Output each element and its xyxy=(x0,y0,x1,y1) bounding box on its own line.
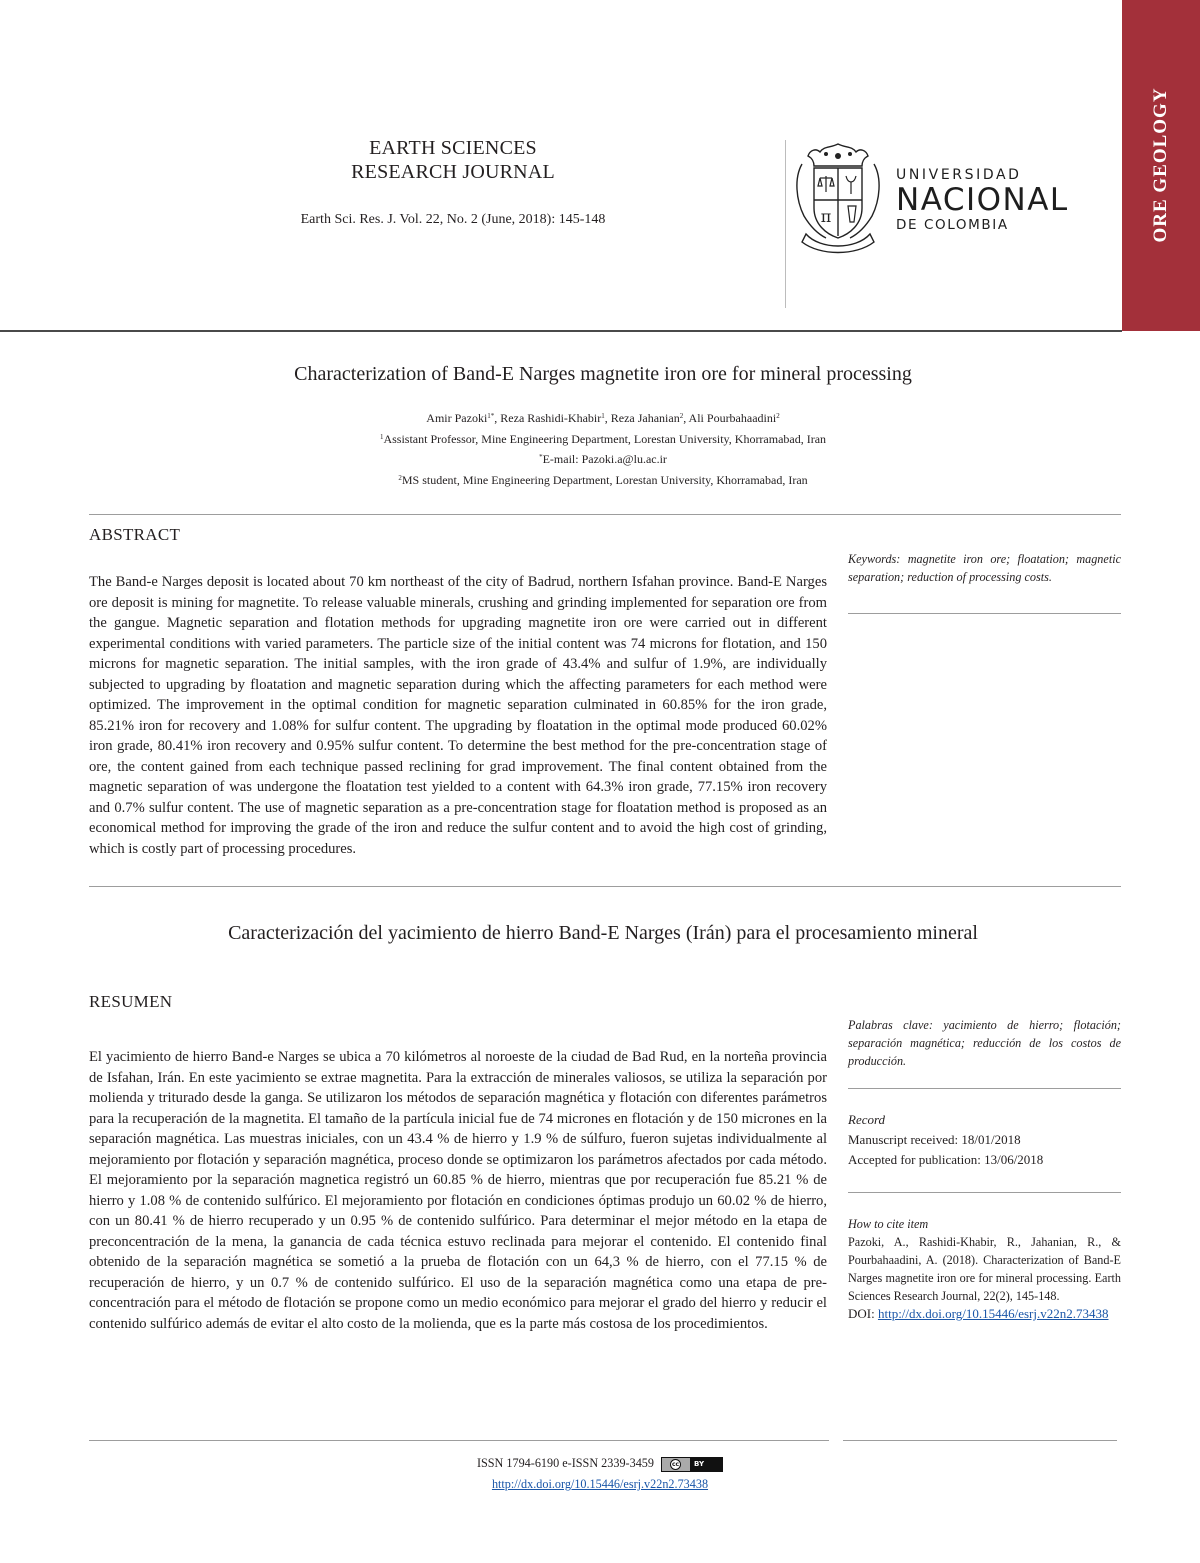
author-block xyxy=(89,408,1117,490)
university-name-line1: UNIVERSIDAD xyxy=(896,167,1022,183)
resumen-keywords: Palabras clave: yacimiento de hierro; flotación; separación magnética; reducción de los costos de producción. xyxy=(848,1018,1121,1068)
resumen-heading: RESUMEN xyxy=(89,992,173,1011)
university-name-line3: DE COLOMBIA xyxy=(896,217,1009,233)
keywords-divider xyxy=(848,1088,1121,1089)
university-name-line2: NACIONAL xyxy=(896,182,1069,218)
author-affiliation-mark: 2 xyxy=(776,412,780,420)
header-rule xyxy=(0,330,1122,332)
doi-link[interactable]: http://dx.doi.org/10.15446/esrj.v22n2.73438 xyxy=(877,1306,1109,1321)
section-label: ORE GEOLOGY xyxy=(1150,87,1171,243)
journal-name-line1: EARTH SCIENCES xyxy=(369,137,537,159)
footer-divider xyxy=(843,1440,1117,1441)
journal-name-line2: RESEARCH JOURNAL xyxy=(351,161,555,183)
record-block xyxy=(848,1110,1121,1170)
journal-citation: Earth Sci. Res. J. Vol. 22, No. 2 (June, 2018): 145-148 xyxy=(300,212,606,227)
accepted-date: Accepted for publication: 13/06/2018 xyxy=(848,1152,1044,1167)
manuscript-received: Manuscript received: 18/01/2018 xyxy=(848,1132,1021,1147)
record-divider xyxy=(848,1192,1121,1193)
journal-name xyxy=(253,136,653,184)
article-title-english: Characterization of Band-E Narges magnetite iron ore for mineral processing xyxy=(294,363,912,385)
university-wordmark xyxy=(896,166,1069,234)
svg-text:π: π xyxy=(820,207,832,226)
footer-doi-link[interactable]: http://dx.doi.org/10.15446/esrj.v22n2.73438 xyxy=(491,1477,709,1491)
author-affiliation-mark: 2 xyxy=(679,412,684,420)
author-name: , Ali Pourbahaadini xyxy=(683,411,777,425)
author-affiliation-mark: 1 xyxy=(601,412,605,420)
keywords-divider xyxy=(848,613,1121,614)
how-to-cite-heading: How to cite item xyxy=(848,1217,929,1231)
author-name: , Reza Rashidi-Khabir xyxy=(494,411,602,425)
author-affiliation-mark: 1* xyxy=(487,412,495,420)
resumen-text: El yacimiento de hierro Band-e Narges se ubica a 70 kilómetros al noroeste de la ciudad de Bad Rud, en la norteña provincia de Isfahan, Irán. En este yacimiento se extrae magnetita. Para la extracción de minerales valiosos, se utiliza la separación por molienda y triturado desde la ganga. Se utilizaron los métodos de separación magnética y flotación con diferentes parámetros para la recuperación de la magnetita. El tamaño de la partícula inicial fue de 74 micrones en flotación y de 150 micrones en la separación magnética. Las muestras iniciales, con un 43.4 % de hierro y 1.9 % de súlfuro, fueron sujetas individualmente al mejoramiento por flotación y separación magnética, proceso donde se optimizaron los parámetros afectados por cada método. El mejoramiento por la separación magnetica registró un 60.85 % de hierro, mientras que por recuperación fue 85.21 % de hierro y 1.08 % de contenido sulfúrico. El mejoramiento por flotación en condiciones óptimas produjo un 60.02 % de hierro, con un 80.41 % de hierro recuperado y un 0.95 % de contenido sulfúrico. Para determinar el mejor método en la etapa de preconcentración de la mena, la ganancia de cada técnica estuvo reclinada para mejorar el contenido. El contenido final obtenido de la separación magnética se sometió a la prueba de flotación con un 64,3 % de hierro, con el 77.15 % de recuperación de hierro, y un 0.7 % de contenido sulfúrico. El uso de la separación magnética como una etapa de pre-concentración para el método de flotación se propone como un medio económico para mejorar el grado del hierro y reducir el contenido sulfúrico además de evitar el alto costo de la molienda, que es la parte más costosa de los procedimientos. xyxy=(89,1049,827,1332)
author-name: , Reza Jahanian xyxy=(604,411,680,425)
footer-divider xyxy=(89,1440,829,1441)
record-heading: Record xyxy=(848,1112,886,1127)
abstract-keywords: Keywords: magnetite iron ore; floatation; magnetic separation; reduction of processing costs. xyxy=(848,552,1121,584)
author-list xyxy=(89,408,1117,429)
citation-text: Pazoki, A., Rashidi-Khabir, R., Jahanian, R., & Pourbahaadini, A. (2018). Characterization of Band-E Narges magnetite iron ore for mineral processing. Earth Sciences Research Journal, 22(2), 145-148. xyxy=(848,1235,1121,1303)
section-band xyxy=(1122,0,1200,331)
article-title-spanish: Caracterización del yacimiento de hierro Band-E Narges (Irán) para el procesamiento mineral xyxy=(228,922,978,944)
abstract-text: The Band-e Narges deposit is located about 70 km northeast of the city of Badrud, northern Isfahan province. Band-E Narges ore deposit is mining for magnetite. To release valuable minerals, crushing and grinding implemented for separation ore from the gangue. Magnetic separation and flotation methods for upgrading magnetite iron ore were carried out in different experimental conditions with varied parameters. The particle size of the initial content was 74 microns for flotation, and 150 microns for magnetic separation. The initial samples, with the iron grade of 43.4% and sulfur of 1.9%, are individually subjected to upgrading by floatation and magnetic separation during which the affecting parameters for each method were optimized. The improvement in the optimal condition for magnetic separation culminated in 60.85% for the iron grade, 85.21% iron for recovery and 1.08% for sulfur content. The upgrading by floatation in the optimal mode produced 60.02% iron grade, 80.41% iron recovery and 0.95% sulfur content. To determine the best method for the pre-concentration stage of ore, the content gained from each technique passed reclining for grad improvement. The final content obtained from the magnetic separation of was undergone the floatation test yielded to a content with 64.3% iron grade, 77.15% iron recovery and 0.7% sulfur content. The use of magnetic separation as a pre-concentration stage for floatation method is proposed as an economical method for improving the grade of the iron and reduce the sulfur content and to avoid the high cost of grinding, which is costly part of processing procedures. xyxy=(89,574,827,857)
doi-label: DOI: xyxy=(848,1306,878,1321)
university-crest-icon xyxy=(790,138,886,256)
doi-line xyxy=(848,1305,1121,1323)
how-to-cite-block xyxy=(848,1215,1121,1323)
author-name: Amir Pazoki xyxy=(426,411,488,425)
corresponding-email: *E-mail: Pazoki.a@lu.ac.ir xyxy=(539,452,667,466)
affiliation-1: $^1$Assistant Professor, Mine Engineering Department, Lorestan University, Khorramabad, Iran xyxy=(379,431,827,446)
issn-text: ISSN 1794-6190 e-ISSN 2339-3459 xyxy=(476,1456,654,1470)
abstract-heading: ABSTRACT xyxy=(89,525,181,544)
header-divider xyxy=(785,140,786,308)
section-divider xyxy=(89,514,1121,515)
issn-line xyxy=(0,1456,1200,1472)
cc-by-license-icon: cc BY xyxy=(661,1457,723,1472)
footer-url-line xyxy=(0,1477,1200,1492)
section-divider xyxy=(89,886,1121,887)
affiliation-2: $^2$MS student, Mine Engineering Department, Lorestan University, Khorramabad, Iran xyxy=(398,472,808,487)
